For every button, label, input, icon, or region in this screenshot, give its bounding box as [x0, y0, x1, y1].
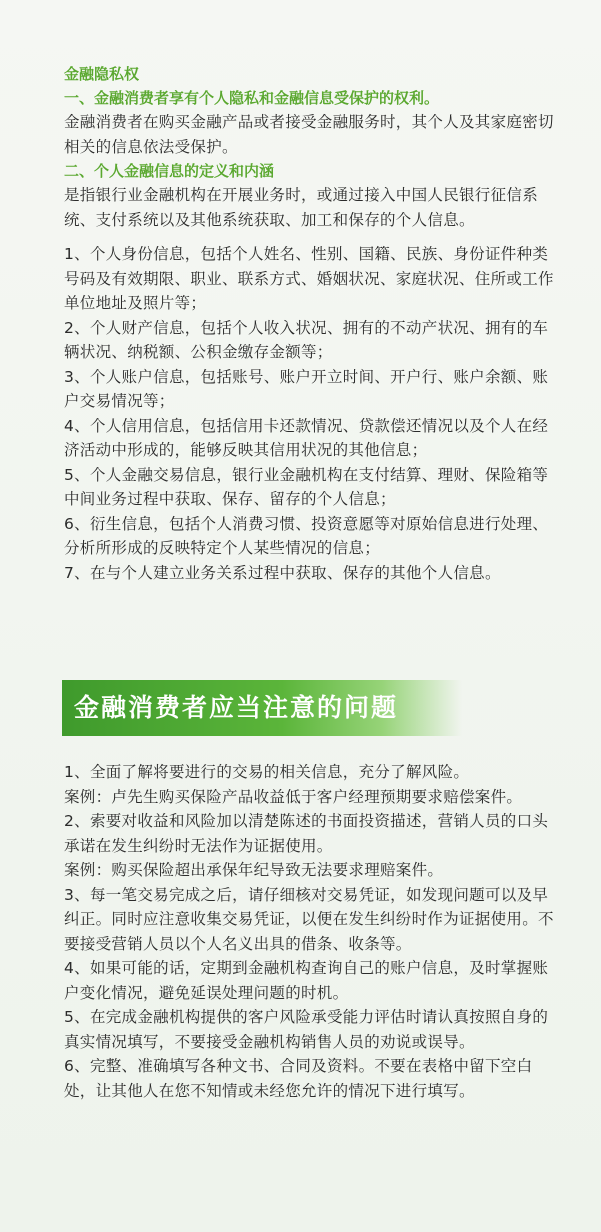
list-item: 3、每一笔交易完成之后，请仔细核对交易凭证，如发现问题可以及早纠正。同时应注意收集交易凭证，以便在发生纠纷时作为证据使用。不要接受营销人员以个人名义出具的借条、收条等。: [64, 885, 554, 953]
section-title: 金融隐私权: [64, 65, 140, 83]
subheading-2: 二、个人金融信息的定义和内涵: [64, 162, 275, 180]
list-item: 6、衍生信息，包括个人消费习惯、投资意愿等对原始信息进行处理、分析所形成的反映特定个人某些情况的信息；: [64, 514, 549, 557]
list-item: 7、在与个人建立业务关系过程中获取、保存的其他个人信息。: [64, 563, 501, 582]
list-item: 6、完整、准确填写各种文书、合同及资料。不要在表格中留下空白处，让其他人在您不知情或未经您允许的情况下进行填写。: [64, 1057, 533, 1100]
list-item: 1、个人身份信息，包括个人姓名、性别、国籍、民族、身份证件种类号码及有效期限、职业、联系方式、婚姻状况、家庭状况、住所或工作单位地址及照片等；: [64, 245, 554, 312]
list-item: 4、个人信用信息，包括信用卡还款情况、贷款偿还情况以及个人在经济活动中形成的，能够反映其信用状况的其他信息；: [64, 416, 549, 459]
list-item: 1、全面了解将要进行的交易的相关信息，充分了解风险。: [64, 763, 470, 781]
paragraph-2: 是指银行业金融机构在开展业务时，或通过接入中国人民银行征信系统、支付系统以及其他系统获取、加工和保存的个人信息。: [64, 186, 539, 229]
case-item: 案例：购买保险超出承保年纪导致无法要求理赔案件。: [64, 861, 444, 879]
banner-title: 金融消费者应当注意的问题: [74, 693, 399, 722]
spacer: [64, 232, 554, 242]
paragraph-1: 金融消费者在购买金融产品或者接受金融服务时，其个人及其家庭密切相关的信息依法受保护。: [64, 113, 554, 156]
notes-section: [64, 760, 554, 1103]
list-item: 4、如果可能的话，定期到金融机构查询自己的账户信息，及时掌握账户变化情况，避免延误处理问题的时机。: [64, 959, 549, 1002]
privacy-section: [64, 62, 554, 585]
list-item: 5、在完成金融机构提供的客户风险承受能力评估时请认真按照自身的真实情况填写，不要接受金融机构销售人员的劝说或误导。: [64, 1008, 549, 1051]
section-banner: [62, 680, 462, 736]
list-item: 2、索要对收益和风险加以清楚陈述的书面投资描述，营销人员的口头承诺在发生纠纷时无法作为证据使用。: [64, 812, 549, 855]
list-item: 5、个人金融交易信息，银行业金融机构在支付结算、理财、保险箱等中间业务过程中获取、保存、留存的个人信息；: [64, 465, 549, 508]
case-item: 案例：卢先生购买保险产品收益低于客户经理预期要求赔偿案件。: [64, 787, 523, 806]
list-item: 3、个人账户信息，包括账号、账户开立时间、开户行、账户余额、账户交易情况等；: [64, 367, 549, 410]
list-item: 2、个人财产信息，包括个人收入状况、拥有的不动产状况、拥有的车辆状况、纳税额、公积金缴存金额等；: [64, 318, 549, 361]
subheading-1: 一、金融消费者享有个人隐私和金融信息受保护的权利。: [64, 89, 440, 107]
